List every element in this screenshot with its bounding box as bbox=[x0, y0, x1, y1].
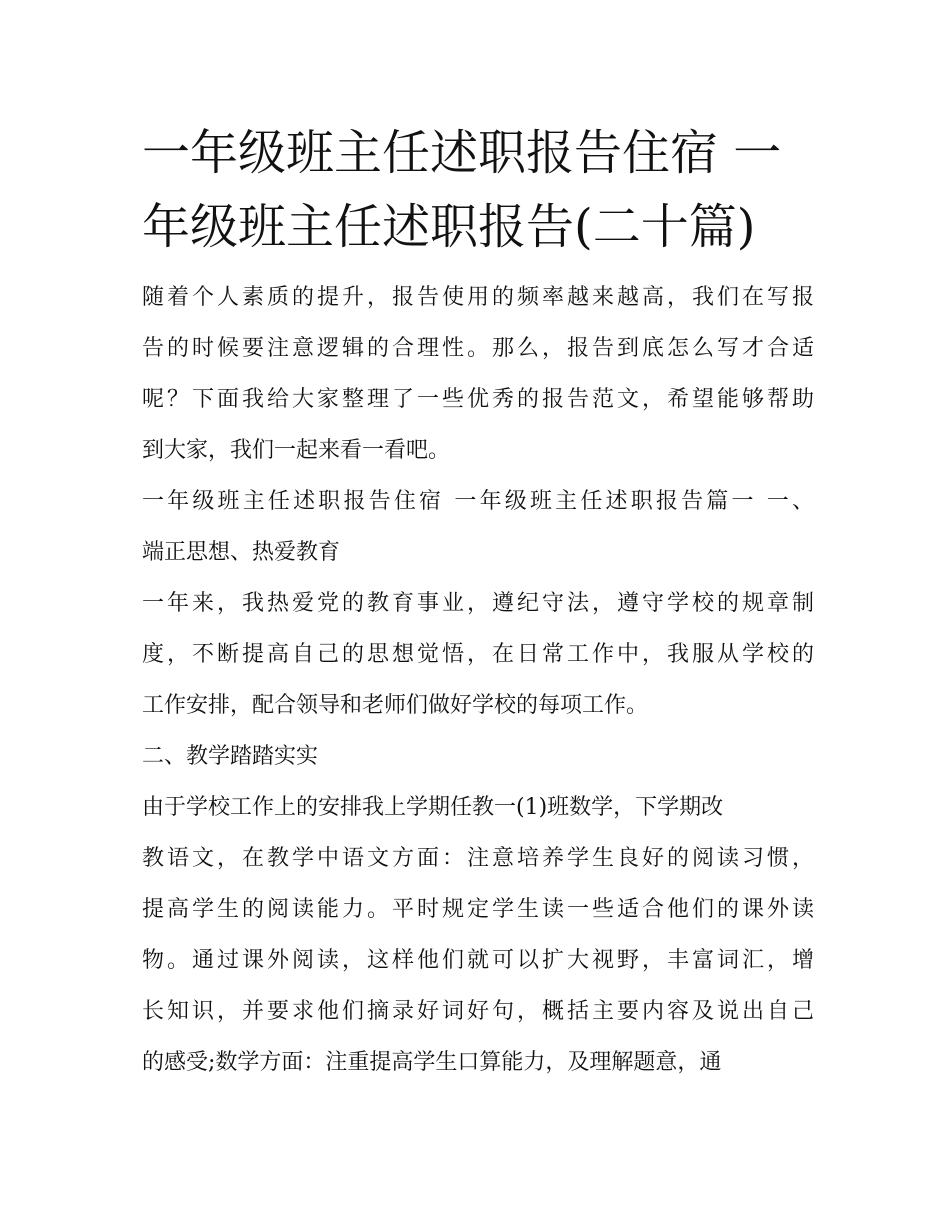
text-line: 二、教学踏踏实实 bbox=[142, 744, 319, 769]
text-line: 的感受;数学方面：注重提高学生口算能力，及理解题意，通 bbox=[142, 1050, 722, 1075]
text-line: 随着个人素质的提升，报告使用的频率越来越高，我们在写报 bbox=[142, 285, 814, 310]
text-line: 提高学生的阅读能力。平时规定学生读一些适合他们的课外读 bbox=[142, 897, 814, 922]
section-heading-1 bbox=[142, 476, 814, 578]
text-line: 端正思想、热爱教育 bbox=[142, 540, 341, 565]
section-heading-2 bbox=[142, 731, 814, 782]
text-line: 一年级班主任述职报告住宿 一年级班主任述职报告篇一 一、 bbox=[142, 489, 814, 514]
document-page bbox=[142, 116, 814, 1088]
text-line: 呢？下面我给大家整理了一些优秀的报告范文，希望能够帮助 bbox=[142, 387, 814, 412]
text-line: 由于学校工作上的安排我上学期任教一(1)班数学，下学期改 bbox=[142, 795, 724, 820]
title-line: 一年级班主任述职报告住宿 一 bbox=[142, 125, 782, 181]
text-line: 到大家，我们一起来看一看吧。 bbox=[142, 438, 451, 463]
intro-paragraph bbox=[142, 272, 814, 476]
text-line: 工作安排，配合领导和老师们做好学校的每项工作。 bbox=[142, 693, 649, 718]
text-line: 物。通过课外阅读，这样他们就可以扩大视野，丰富词汇，增 bbox=[142, 948, 814, 973]
text-line: 告的时候要注意逻辑的合理性。那么，报告到底怎么写才合适 bbox=[142, 336, 814, 361]
section-1-paragraph bbox=[142, 578, 814, 731]
text-line: 一年来，我热爱党的教育事业，遵纪守法，遵守学校的规章制 bbox=[142, 591, 814, 616]
document-title bbox=[142, 116, 814, 264]
document-body bbox=[142, 272, 814, 1088]
text-line: 长知识，并要求他们摘录好词好句，概括主要内容及说出自己 bbox=[142, 999, 814, 1024]
title-line: 年级班主任述职报告(二十篇) bbox=[142, 199, 756, 255]
text-line: 教语文，在教学中语文方面：注意培养学生良好的阅读习惯， bbox=[142, 846, 814, 871]
text-line: 度，不断提高自己的思想觉悟，在日常工作中，我服从学校的 bbox=[142, 642, 814, 667]
section-2-paragraph bbox=[142, 782, 814, 1088]
